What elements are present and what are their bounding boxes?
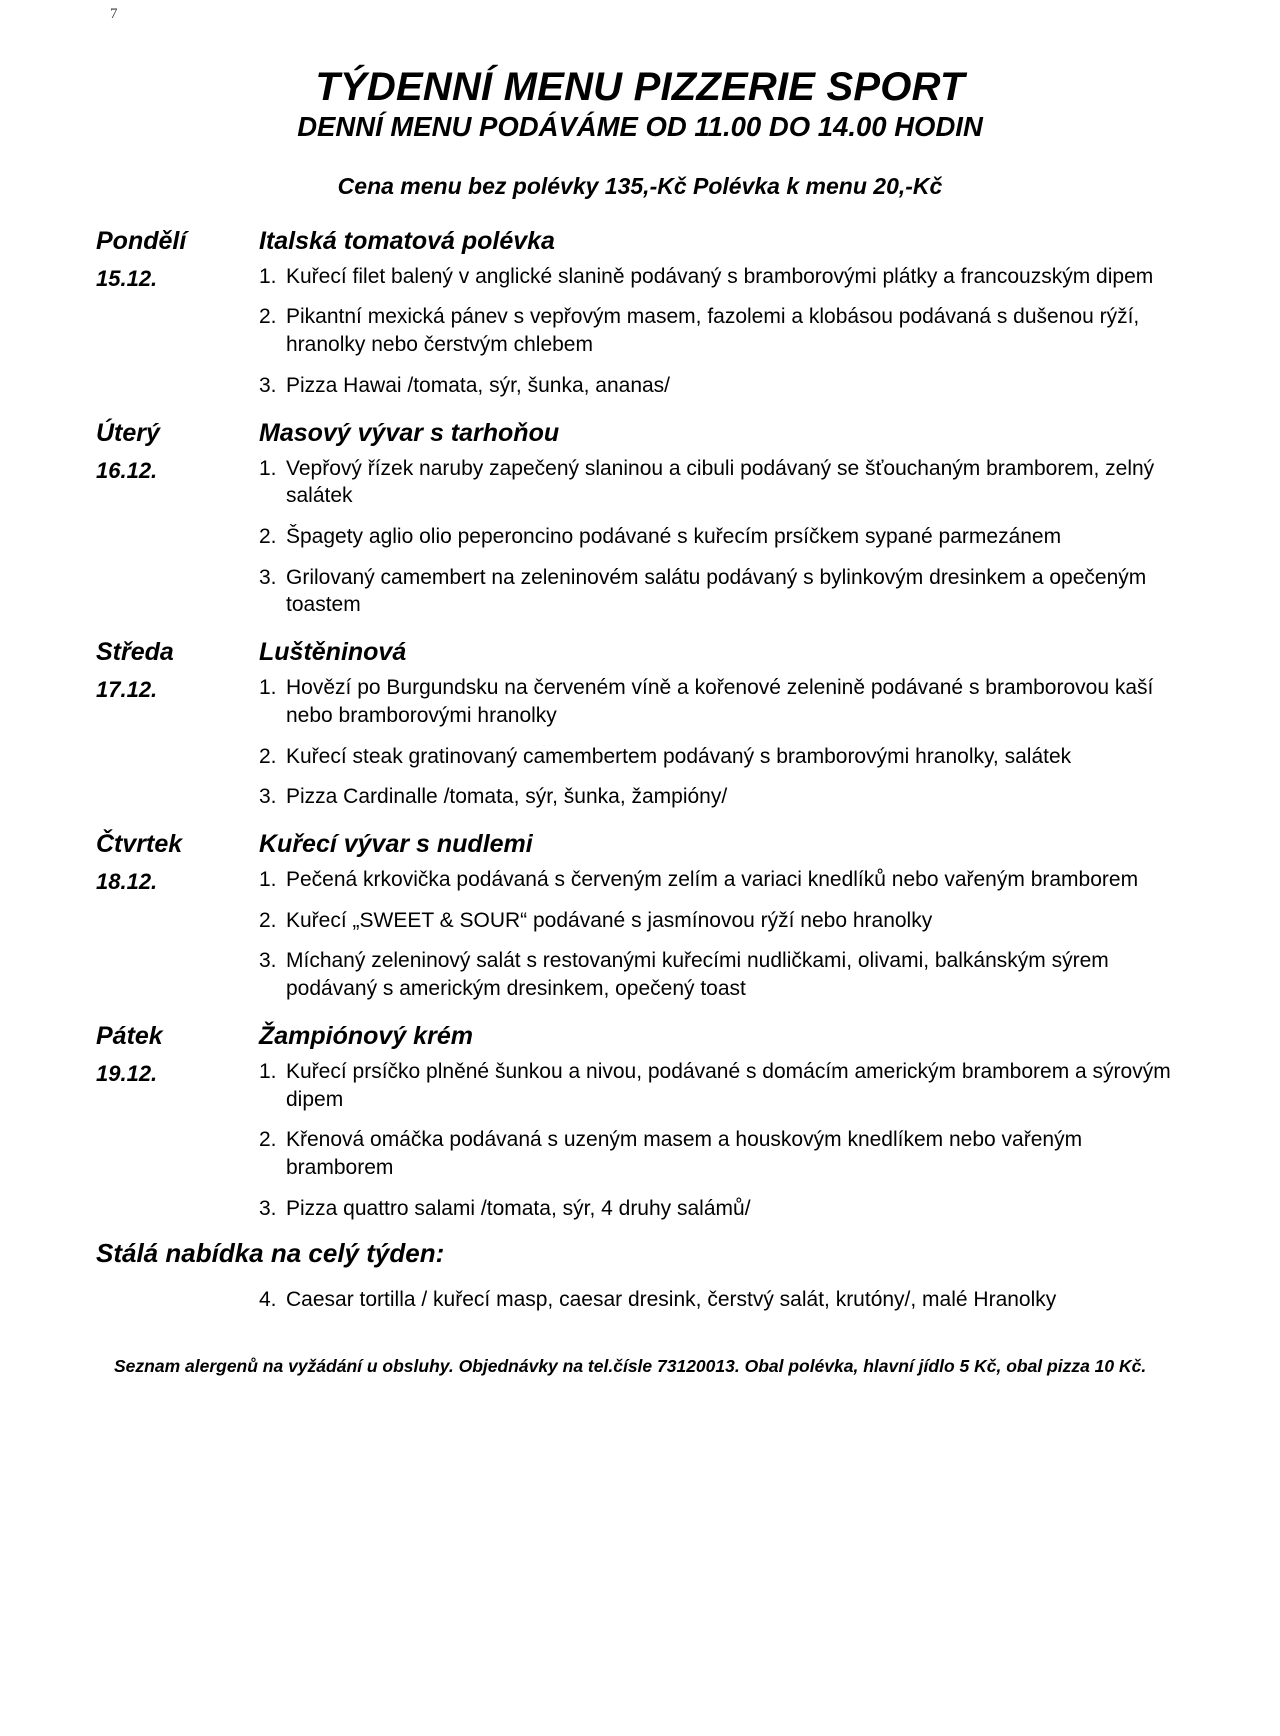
list-item — [254, 372, 1184, 400]
list-item — [254, 1286, 1184, 1314]
dish-text: Grilovaný camembert na zeleninovém salátu podávaný s bylinkovým dresinkem a opečeným toastem — [286, 565, 1147, 617]
day-header — [96, 829, 1184, 859]
day-name: Pondělí — [96, 226, 187, 255]
dish-number: 3. — [259, 949, 277, 973]
list-item — [254, 455, 1184, 510]
serving-hours-subtitle: DENNÍ MENU PODÁVÁME OD 11.00 DO 14.00 HODIN — [297, 111, 983, 142]
dish-number: 1. — [259, 1059, 277, 1083]
allergen-footer-note: Seznam alergenů na vyžádání u obsluhy. Objednávky na tel.čísle 73120013. Obal polévka, hlavní jídlo 5 Kč, obal pizza 10 Kč. — [114, 1356, 1147, 1377]
day-name: Čtvrtek — [96, 829, 183, 858]
day-body — [96, 263, 1184, 400]
dish-number: 2. — [259, 744, 277, 768]
list-item — [254, 866, 1184, 894]
dish-number: 1. — [259, 676, 277, 700]
dish-text: Kuřecí steak gratinovaný camembertem podávaný s bramborovými hranolky, salátek — [286, 744, 1072, 768]
dish-text: Kuřecí filet balený v anglické slanině podávaný s bramborovými plátky a francouzským dipem — [286, 264, 1154, 288]
dish-list — [254, 263, 1184, 400]
price-line: Cena menu bez polévky 135,-Kč Polévka k menu 20,-Kč — [337, 172, 943, 199]
page-number: 7 — [110, 6, 118, 22]
dish-text: Míchaný zeleninový salát s restovanými kuřecími nudličkami, olivami, balkánským sýrem podávaný s americkým dresinkem, opečený toast — [286, 949, 1109, 1001]
dish-text: Vepřový řízek naruby zapečený slaninou a cibuli podávaný se šťouchaným bramborem, zelný salátek — [286, 456, 1155, 508]
day-date: 15.12. — [96, 265, 158, 291]
dish-number: 2. — [259, 524, 277, 548]
day-header — [96, 1021, 1184, 1051]
dish-text: Křenová omáčka podávaná s uzeným masem a houskovým knedlíkem nebo vařeným bramborem — [286, 1128, 1083, 1179]
day-soup: Žampiónový krém — [259, 1021, 473, 1050]
dish-text: Caesar tortilla / kuřecí masp, caesar dresink, čerstvý salát, krutóny/, malé Hranolky — [286, 1287, 1057, 1311]
list-item — [254, 564, 1184, 619]
dish-number: 3. — [259, 373, 277, 397]
day-date: 17.12. — [96, 677, 158, 703]
dish-number: 2. — [259, 1128, 277, 1152]
day-header — [96, 418, 1184, 448]
day-block-friday — [96, 1021, 1184, 1223]
dish-number: 3. — [259, 785, 277, 809]
day-block-tuesday — [96, 418, 1184, 620]
day-header — [96, 226, 1184, 256]
section-spacer — [96, 1005, 1184, 1021]
day-body — [96, 1058, 1184, 1223]
day-name: Úterý — [96, 418, 160, 447]
dish-list — [254, 455, 1184, 620]
dish-text: Pizza Cardinalle /tomata, sýr, šunka, žampióny/ — [286, 785, 728, 809]
permanent-offer-section — [96, 1238, 1184, 1313]
permanent-offer-title: Stálá nabídka na celý týden: — [96, 1238, 445, 1269]
dish-number: 1. — [259, 264, 277, 288]
list-item — [254, 907, 1184, 935]
day-soup: Kuřecí vývar s nudlemi — [259, 829, 533, 858]
page-title: TÝDENNÍ MENU PIZZERIE SPORT — [315, 65, 965, 109]
list-item — [254, 783, 1184, 811]
dish-number: 3. — [259, 1196, 277, 1220]
dish-list — [254, 1058, 1184, 1223]
list-item — [254, 947, 1184, 1002]
dish-number: 1. — [259, 456, 277, 480]
day-block-thursday — [96, 829, 1184, 1003]
dish-text: Pizza quattro salami /tomata, sýr, 4 druhy salámů/ — [286, 1196, 751, 1220]
list-item — [254, 1058, 1184, 1113]
day-body — [96, 455, 1184, 620]
day-name: Středa — [96, 638, 174, 667]
dish-text: Hovězí po Burgundsku na červeném víně a kořenové zelenině podávané s bramborovou kaší nebo bramborovými hranolky — [286, 676, 1154, 727]
day-body — [96, 674, 1184, 811]
day-soup: Luštěninová — [259, 638, 407, 667]
day-date: 19.12. — [96, 1060, 158, 1086]
document-header — [96, 8, 1184, 200]
list-item — [254, 303, 1184, 358]
list-item — [254, 743, 1184, 771]
dish-list — [254, 866, 1184, 1003]
dish-text: Pizza Hawai /tomata, sýr, šunka, ananas/ — [286, 373, 671, 397]
list-item — [254, 674, 1184, 729]
dish-text: Pikantní mexická pánev s vepřovým masem, fazolemi a klobásou podávaná s dušenou rýží, hranolky nebo čerstvým chlebem — [286, 305, 1140, 357]
list-item — [254, 263, 1184, 291]
day-sections — [96, 226, 1184, 1223]
section-spacer — [96, 621, 1184, 637]
day-soup: Masový vývar s tarhoňou — [259, 418, 560, 447]
day-date: 16.12. — [96, 457, 158, 483]
day-body — [96, 866, 1184, 1003]
day-block-wednesday — [96, 637, 1184, 811]
dish-number: 3. — [259, 565, 277, 589]
day-header — [96, 637, 1184, 667]
day-block-monday — [96, 226, 1184, 400]
dish-number: 1. — [259, 867, 277, 891]
list-item — [254, 1126, 1184, 1181]
dish-number: 2. — [259, 908, 277, 932]
list-item — [254, 1195, 1184, 1223]
day-name: Pátek — [96, 1021, 163, 1050]
day-date: 18.12. — [96, 868, 158, 894]
dish-text: Kuřecí „SWEET & SOUR“ podávané s jasmínovou rýží nebo hranolky — [286, 908, 933, 932]
dish-list — [254, 674, 1184, 811]
dish-text: Kuřecí prsíčko plněné šunkou a nivou, podávané s domácím americkým bramborem a sýrovým dipem — [286, 1059, 1171, 1111]
dish-text: Špagety aglio olio peperoncino podávané s kuřecím prsíčkem sypané parmezánem — [286, 524, 1062, 548]
dish-text: Pečená krkovička podávaná s červeným zelím a variaci knedlíků nebo vařeným bramborem — [286, 867, 1139, 891]
dish-number: 2. — [259, 305, 277, 329]
section-spacer — [96, 402, 1184, 418]
section-spacer — [96, 813, 1184, 829]
day-soup: Italská tomatová polévka — [259, 226, 555, 255]
list-item — [254, 523, 1184, 551]
permanent-dish-list — [96, 1286, 1184, 1314]
dish-number: 4. — [259, 1287, 277, 1311]
